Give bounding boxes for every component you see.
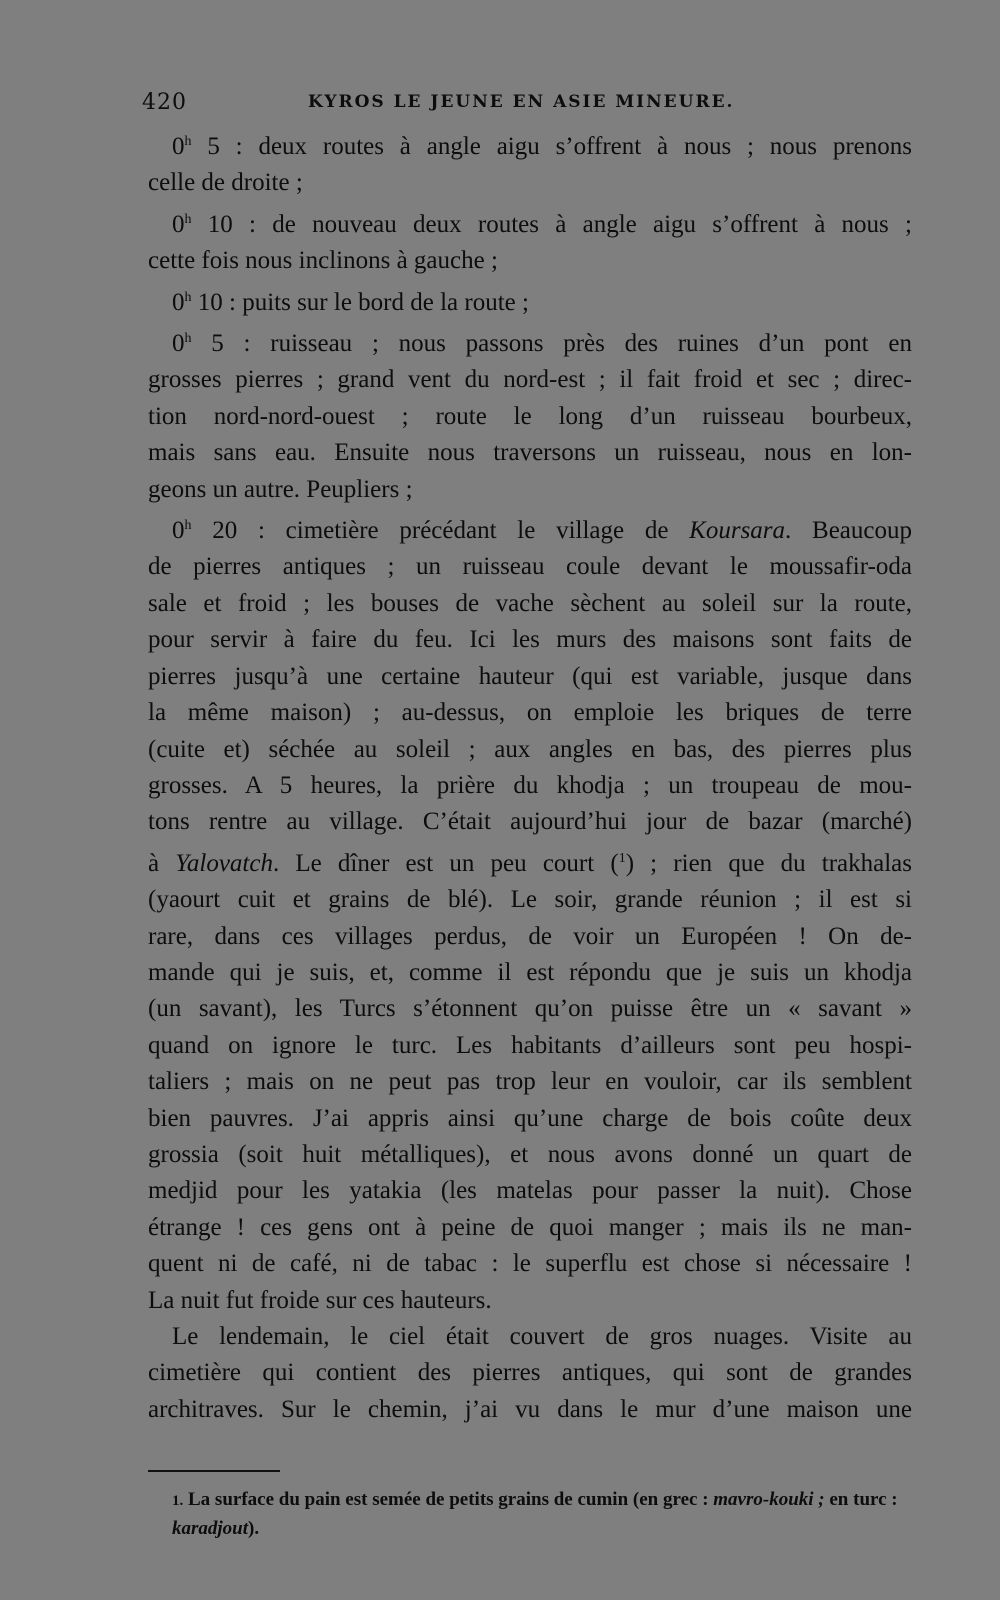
text-line: grosses. A 5 heures, la prière du khodja ; un troupeau de mou- <box>148 771 912 799</box>
text-line: sale et froid ; les bouses de vache sèchent au soleil sur la route, <box>148 589 912 617</box>
text-line: pour servir à faire du feu. Ici les murs des maisons sont faits de <box>148 626 912 654</box>
page-number: 420 <box>142 90 187 115</box>
itinerary-entry <box>148 508 912 1319</box>
text-line: taliers ; mais on ne peut pas trop leur en vouloir, car ils semblent <box>148 1068 912 1096</box>
page-header <box>142 88 912 124</box>
text-line: medjid pour les yatakia (les matelas pour passer la nuit). Chose <box>148 1177 912 1205</box>
text-line: mande qui je suis, et, comme il est répondu que je suis un khodja <box>148 958 912 986</box>
text-line: 0$^h$ 10 : puits sur le bord de la route ; <box>172 288 529 316</box>
body-text <box>148 124 912 1428</box>
text-line: 0$^h$ 10 : de nouveau deux routes à angle aigu s’offrent à nous ; <box>172 210 912 238</box>
footnote-reference[interactable]: 1 <box>618 850 626 866</box>
text-line: mais sans eau. Ensuite nous traversons un ruisseau, nous en lon- <box>148 439 912 467</box>
text-line: étrange ! ces gens ont à peine de quoi manger ; mais ils ne man- <box>148 1213 912 1241</box>
text-line: quand on ignore le turc. Les habitants d’ailleurs sont peu hospi- <box>148 1031 912 1059</box>
text-line: Le lendemain, le ciel était couvert de gros nuages. Visite au <box>172 1323 912 1350</box>
text-line: cette fois nous inclinons à gauche ; <box>148 247 498 275</box>
running-title: KYROS LE JEUNE EN ASIE MINEURE. <box>308 92 735 112</box>
footnote: 1. La surface du pain est semée de petits grains de cumin (en grec : mavro-kouki ; en turc : karadjout). <box>172 1489 898 1540</box>
text-line: geons un autre. Peupliers ; <box>148 475 413 503</box>
itinerary-entry <box>148 280 912 321</box>
text-line: 0$^h$ 20 : cimetière précédant le village de Koursara. Beaucoup <box>172 517 912 545</box>
text-line: La nuit fut froide sur ces hauteurs. <box>148 1286 492 1314</box>
itinerary-entry <box>148 124 912 202</box>
place-name-yalovatch: Yalovatch <box>175 849 273 877</box>
footnote-greek-word: mavro-kouki ; <box>713 1489 825 1511</box>
footnote-number: 1. <box>172 1493 184 1510</box>
text-line: quent ni de café, ni de tabac : le superflu est chose si nécessaire ! <box>148 1250 912 1278</box>
text-line: tons rentre au village. C’était aujourd’hui jour de bazar (marché) <box>148 808 912 836</box>
text-line: rare, dans ces villages perdus, de voir un Européen ! On de- <box>148 922 912 950</box>
itinerary-entry <box>148 321 912 508</box>
text-line: tion nord-nord-ouest ; route le long d’un ruisseau bourbeux, <box>148 402 912 430</box>
text-line: (un savant), les Turcs s’étonnent qu’on puisse être un « savant » <box>148 995 912 1023</box>
text-line: 0$^h$ 5 : ruisseau ; nous passons près des ruines d’un pont en <box>172 330 912 358</box>
footnote-divider <box>148 1470 280 1472</box>
text-line: (cuite et) séchée au soleil ; aux angles en bas, des pierres plus <box>148 735 912 763</box>
text-line: architraves. Sur le chemin, j’ai vu dans le mur d’une maison une <box>148 1395 912 1423</box>
book-page <box>142 88 912 1543</box>
text-line: grossia (soit huit métalliques), et nous avons donné un quart de <box>148 1140 912 1168</box>
text-line: la même maison) ; au-dessus, on emploie les briques de terre <box>148 699 912 727</box>
text-line: celle de droite ; <box>148 169 303 197</box>
text-line: à Yalovatch. Le dîner est un peu court ($^1$) ; rien que du trakhalas <box>148 849 912 877</box>
itinerary-entry <box>148 202 912 280</box>
text-line: pierres jusqu’à une certaine hauteur (qui est variable, jusque dans <box>148 662 912 690</box>
text-line: bien pauvres. J’ai appris ainsi qu’une charge de bois coûte deux <box>148 1104 912 1132</box>
text-line: cimetière qui contient des pierres antiques, qui sont de grandes <box>148 1359 912 1387</box>
text-line: de pierres antiques ; un ruisseau coule devant le moussafir-oda <box>148 553 912 581</box>
text-line: grosses pierres ; grand vent du nord-est ; il fait froid et sec ; direc- <box>148 366 912 394</box>
text-line: (yaourt cuit et grains de blé). Le soir, grande réunion ; il est si <box>148 886 912 914</box>
paragraph-lendemain <box>148 1319 912 1428</box>
place-name-koursara: Koursara <box>689 517 786 545</box>
text-line: 0$^h$ 5 : deux routes à angle aigu s’offrent à nous ; nous prenons <box>172 133 912 160</box>
footnote-turkish-word: karadjout <box>172 1518 249 1540</box>
